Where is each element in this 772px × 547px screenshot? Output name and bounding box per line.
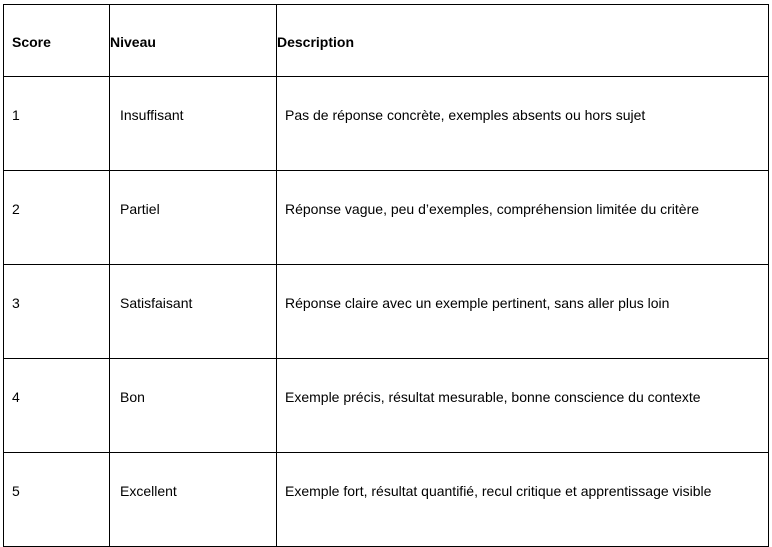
description-cell: Réponse claire avec un exemple pertinent, sans aller plus loin: [277, 265, 769, 359]
scoring-rubric-table: [3, 4, 769, 547]
table-header-row: [4, 5, 769, 77]
description-cell: Pas de réponse concrète, exemples absents ou hors sujet: [277, 77, 769, 171]
table-row: [4, 77, 769, 171]
score-cell: 2: [4, 171, 110, 265]
score-cell: 4: [4, 359, 110, 453]
table-row: [4, 265, 769, 359]
niveau-cell: Excellent: [110, 453, 277, 547]
header-niveau: Niveau: [110, 5, 277, 77]
header-description: Description: [277, 5, 769, 77]
header-score: Score: [4, 5, 110, 77]
niveau-cell: Bon: [110, 359, 277, 453]
table-row: [4, 453, 769, 547]
niveau-cell: Insuffisant: [110, 77, 277, 171]
score-cell: 5: [4, 453, 110, 547]
niveau-cell: Satisfaisant: [110, 265, 277, 359]
description-cell: Réponse vague, peu d’exemples, compréhension limitée du critère: [277, 171, 769, 265]
score-cell: 3: [4, 265, 110, 359]
niveau-cell: Partiel: [110, 171, 277, 265]
description-cell: Exemple précis, résultat mesurable, bonne conscience du contexte: [277, 359, 769, 453]
table-row: [4, 171, 769, 265]
table-row: [4, 359, 769, 453]
description-cell: Exemple fort, résultat quantifié, recul critique et apprentissage visible: [277, 453, 769, 547]
score-cell: 1: [4, 77, 110, 171]
